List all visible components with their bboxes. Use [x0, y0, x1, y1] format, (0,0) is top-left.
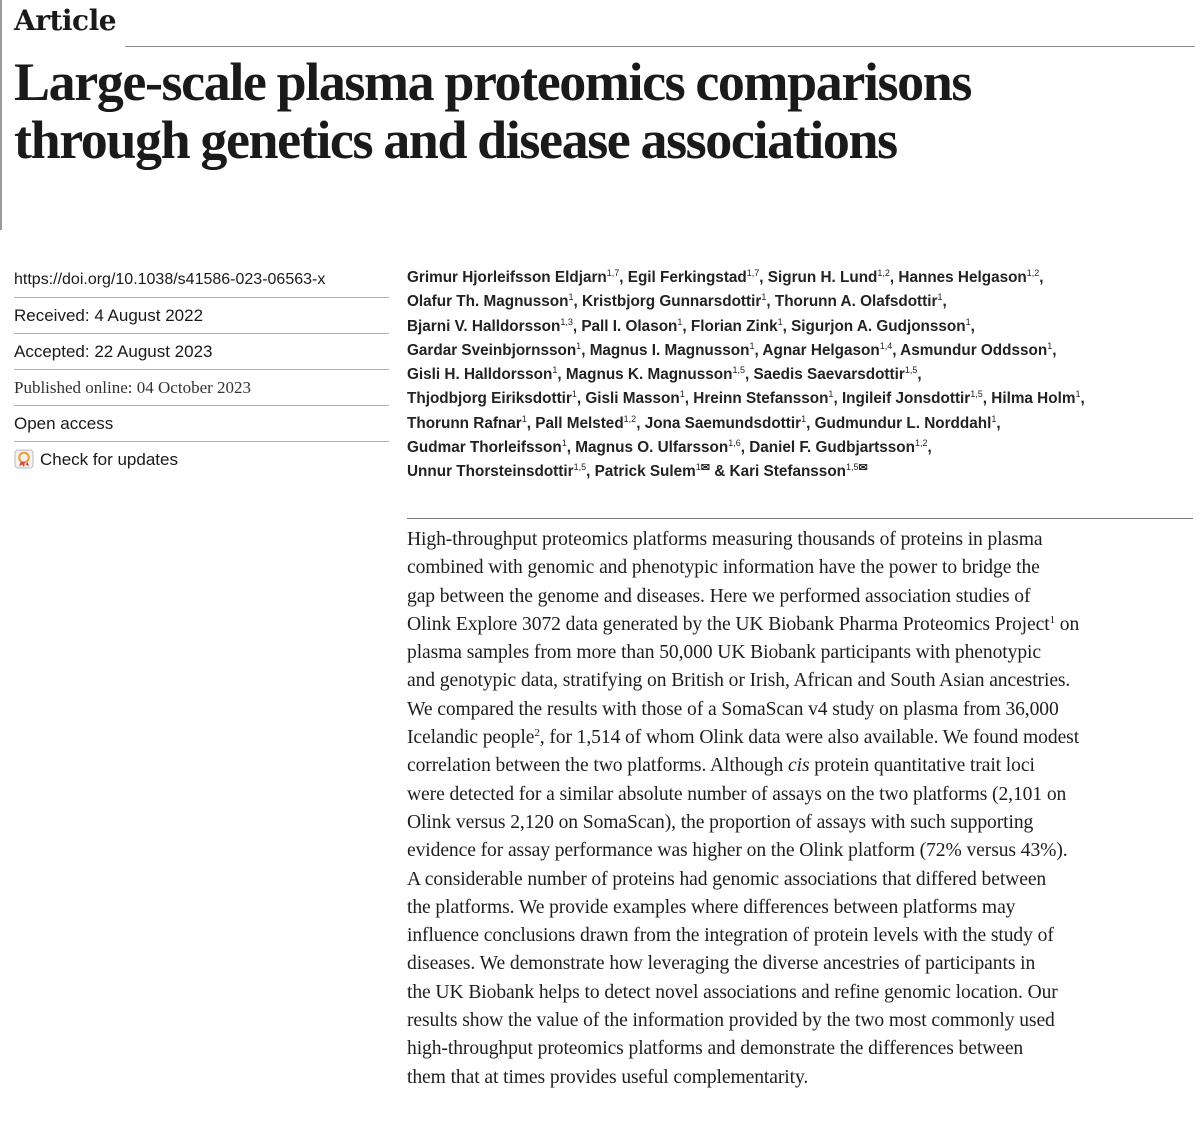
author-name[interactable]: Kristbjorg Gunnarsdottir [582, 293, 762, 311]
author-name[interactable]: Jona Saemundsdottir [644, 414, 802, 432]
check-for-updates-button[interactable] [14, 441, 389, 477]
author-name[interactable]: Thorunn A. Olafsdottir [774, 293, 938, 311]
abstract-line: the UK Biobank helps to detect novel associations and refine genomic location. Our [407, 981, 1058, 1003]
affiliation-ref: 1,5 [573, 462, 587, 473]
author-name[interactable]: Daniel F. Gudbjartsson [749, 439, 915, 457]
author-line: Thorunn Rafnar$^1$, Pall Melsted$^{1,2}$, Jona Saemundsdottir$^1$, Gudmundur L. Norddahl$^1$, [407, 413, 1001, 432]
article-meta-sidebar [14, 265, 389, 477]
author-name[interactable]: Kari Stefansson [729, 463, 847, 481]
affiliation-ref: 1 [552, 365, 558, 376]
affiliation-ref: 1 [965, 316, 971, 327]
author-name[interactable]: Magnus K. Magnusson [565, 366, 733, 384]
author-line: Olafur Th. Magnusson$^1$, Kristbjorg Gunnarsdottir$^1$, Thorunn A. Olafsdottir$^1$, [407, 292, 947, 311]
author-name[interactable]: Magnus I. Magnusson [589, 341, 750, 359]
author-line: Unnur Thorsteinsdottir$^{1,5}$, Patrick Sulem$^{1✉}$ & Kari Stefansson$^{1,5✉}$ [407, 462, 868, 481]
author-line: Thjodbjorg Eiriksdottir$^1$, Gisli Masson$^1$, Hreinn Stefansson$^1$, Ingileif Jonsdottir$^{1,5}$, Hilma Holm$^1$, [407, 389, 1085, 408]
abstract-line: Olink versus 2,120 on SomaScan), the proportion of assays with such supporting [407, 811, 1034, 833]
affiliation-ref: 1,2 [1026, 268, 1040, 278]
affiliation-ref: 1,5 [904, 365, 918, 376]
affiliation-ref: 1 [749, 340, 755, 351]
author-name[interactable]: Thorunn Rafnar [407, 414, 522, 432]
author-line: Grimur Hjorleifsson Eldjarn$^{1,7}$, Egil Ferkingstad$^{1,7}$, Sigrun H. Lund$^{1,2}$, Hannes Helgason$^{1,2}$, [407, 268, 1044, 286]
abstract-line: combined with genomic and phenotypic information have the power to bridge the [407, 557, 1040, 579]
abstract-line: diseases. We demonstrate how leveraging the diverse ancestries of participants in [407, 953, 1036, 975]
affiliation-ref: 1 [561, 438, 567, 449]
abstract-line: Icelandic people$^2$, for 1,514 of whom Olink data were also available. We found modest [407, 727, 1080, 749]
abstract-line: them that at times provides useful complementarity. [407, 1066, 809, 1088]
received-date: Received: 4 August 2022 [14, 297, 389, 333]
author-name[interactable]: Saedis Saevarsdottir [753, 366, 905, 384]
published-date: Published online: 04 October 2023 [14, 369, 389, 405]
affiliation-ref: 1 [937, 292, 943, 303]
author-name[interactable]: Bjarni V. Halldorsson [407, 317, 561, 335]
author-list [407, 266, 1192, 485]
reference-1[interactable]: 1 [1049, 613, 1055, 626]
left-margin-rule [0, 0, 2, 230]
author-name[interactable]: Hilma Holm [991, 390, 1076, 408]
affiliation-ref: 1 [576, 340, 582, 351]
abstract-line: correlation between the two platforms. Although cis protein quantitative trait loci [407, 755, 1035, 777]
abstract-line: and genotypic data, stratifying on British or Irish, African and South Asian ancestries. [407, 670, 1071, 692]
abstract-line: We compared the results with those of a SomaScan v4 study on plasma from 36,000 [407, 698, 1059, 720]
abstract-line: were detected for a similar absolute number of assays on the two platforms (2,101 on [407, 783, 1067, 805]
abstract-line: High-throughput proteomics platforms measuring thousands of proteins in plasma [407, 529, 1043, 550]
author-name[interactable]: Florian Zink [690, 317, 778, 335]
affiliation-ref: 1,4 [879, 340, 893, 351]
author-name[interactable]: Gardar Sveinbjornsson [407, 341, 577, 359]
author-line: Gardar Sveinbjornsson$^1$, Magnus I. Magnusson$^1$, Agnar Helgason$^{1,4}$, Asmundur Oddsson$^1$, [407, 340, 1057, 359]
author-name[interactable]: Sigrun H. Lund [767, 269, 878, 286]
affiliation-ref: 1,7 [746, 268, 760, 278]
affiliation-ref: 1 [777, 316, 783, 327]
email-icon[interactable]: ✉ [858, 462, 868, 475]
author-name[interactable]: Pall Melsted [535, 414, 624, 432]
author-name[interactable]: Gudmar Thorleifsson [407, 439, 562, 457]
author-name[interactable]: Asmundur Oddsson [900, 341, 1048, 359]
abstract-line: A considerable number of proteins had genomic associations that differed between [407, 868, 1047, 890]
abstract-rule [407, 518, 1193, 519]
abstract-line: gap between the genome and diseases. Here we performed association studies of [407, 585, 1031, 607]
abstract-line: Olink Explore 3072 data generated by the UK Biobank Pharma Proteomics Project$^1$ on [407, 613, 1080, 635]
affiliation-ref: 1 [991, 413, 997, 424]
author-line: Gudmar Thorleifsson$^1$, Magnus O. Ulfarsson$^{1,6}$, Daniel F. Gudbjartsson$^{1,2}$, [407, 438, 932, 457]
affiliation-ref: 1 [1075, 389, 1081, 400]
article-type-label: Article [14, 4, 117, 37]
affiliation-ref: 1,6 [728, 438, 741, 449]
author-name[interactable]: Egil Ferkingstad [627, 269, 747, 286]
title-line-2: through genetics and disease associations [14, 110, 897, 170]
italic-cis: cis [788, 755, 810, 777]
article-title [14, 53, 1199, 169]
author-name[interactable]: Sigurjon A. Gudjonsson [791, 317, 966, 335]
affiliation-ref: 1 [1047, 340, 1053, 351]
email-icon[interactable]: ✉ [700, 462, 710, 475]
affiliation-ref: 1,3 [560, 316, 573, 327]
author-name[interactable]: Gudmundur L. Norddahl [814, 414, 992, 432]
accepted-date: Accepted: 22 August 2023 [14, 333, 389, 369]
author-line: Gisli H. Halldorsson$^1$, Magnus K. Magnusson$^{1,5}$, Saedis Saevarsdottir$^{1,5}$, [407, 365, 922, 384]
title-line-1: Large-scale plasma proteomics comparisons [14, 52, 971, 112]
author-name[interactable]: Magnus O. Ulfarsson [575, 439, 729, 457]
abstract [407, 526, 1197, 1092]
doi-link[interactable]: https://doi.org/10.1038/s41586-023-06563-x [14, 271, 326, 288]
author-name[interactable]: Grimur Hjorleifsson Eldjarn [407, 269, 607, 286]
reference-2[interactable]: 2 [534, 727, 540, 740]
author-name[interactable]: Gisli Masson [585, 390, 680, 408]
author-name[interactable]: Gisli H. Halldorsson [407, 366, 553, 384]
abstract-line: evidence for assay performance was higher on the Olink platform (72% versus 43%). [407, 840, 1068, 862]
author-line: Bjarni V. Halldorsson$^{1,3}$, Pall I. Olason$^1$, Florian Zink$^1$, Sigurjon A. Gudjonsson$^1$, [407, 316, 975, 335]
affiliation-ref: 1 [695, 462, 701, 473]
author-name[interactable]: Agnar Helgason [762, 341, 880, 359]
affiliation-ref: 1,2 [877, 268, 890, 278]
affiliation-ref: 1,5 [732, 365, 745, 376]
check-for-updates-icon [14, 449, 34, 469]
affiliation-ref: 1 [828, 389, 834, 400]
affiliation-ref: 1 [677, 316, 683, 327]
affiliation-ref: 1 [761, 292, 767, 303]
author-name[interactable]: Olafur Th. Magnusson [407, 293, 569, 311]
affiliation-ref: 1 [571, 389, 577, 400]
abstract-line: the platforms. We provide examples where differences between platforms may [407, 896, 1016, 918]
check-for-updates-label: Check for updates [40, 450, 178, 469]
author-name[interactable]: Patrick Sulem [594, 463, 696, 481]
abstract-line: influence conclusions drawn from the integration of protein levels with the study of [407, 925, 1054, 947]
doi-row [14, 265, 389, 297]
author-name[interactable]: Pall I. Olason [581, 317, 678, 335]
affiliation-ref: 1,5 [970, 389, 983, 400]
author-name[interactable]: Unnur Thorsteinsdottir [407, 463, 574, 481]
abstract-line: results show the value of the information provided by the two most commonly used [407, 1010, 1055, 1032]
affiliation-ref: 1 [801, 413, 807, 424]
affiliation-ref: 1,7 [606, 268, 620, 278]
open-access-label: Open access [14, 405, 389, 441]
affiliation-ref: 1 [521, 413, 527, 424]
affiliation-ref: 1 [679, 389, 685, 400]
author-name[interactable]: Hreinn Stefansson [693, 390, 829, 408]
affiliation-ref: 1,2 [623, 413, 637, 424]
author-name[interactable]: Hannes Helgason [898, 269, 1027, 286]
header-rule [125, 46, 1195, 47]
author-name[interactable]: Ingileif Jonsdottir [841, 390, 971, 408]
abstract-line: plasma samples from more than 50,000 UK Biobank participants with phenotypic [407, 642, 1041, 664]
affiliation-ref: 1,5 [846, 462, 859, 473]
author-name[interactable]: Thjodbjorg Eiriksdottir [407, 390, 572, 408]
affiliation-ref: 1,2 [914, 438, 928, 449]
affiliation-ref: 1 [568, 292, 574, 303]
abstract-line: high-throughput proteomics platforms and demonstrate the differences between [407, 1038, 1024, 1060]
